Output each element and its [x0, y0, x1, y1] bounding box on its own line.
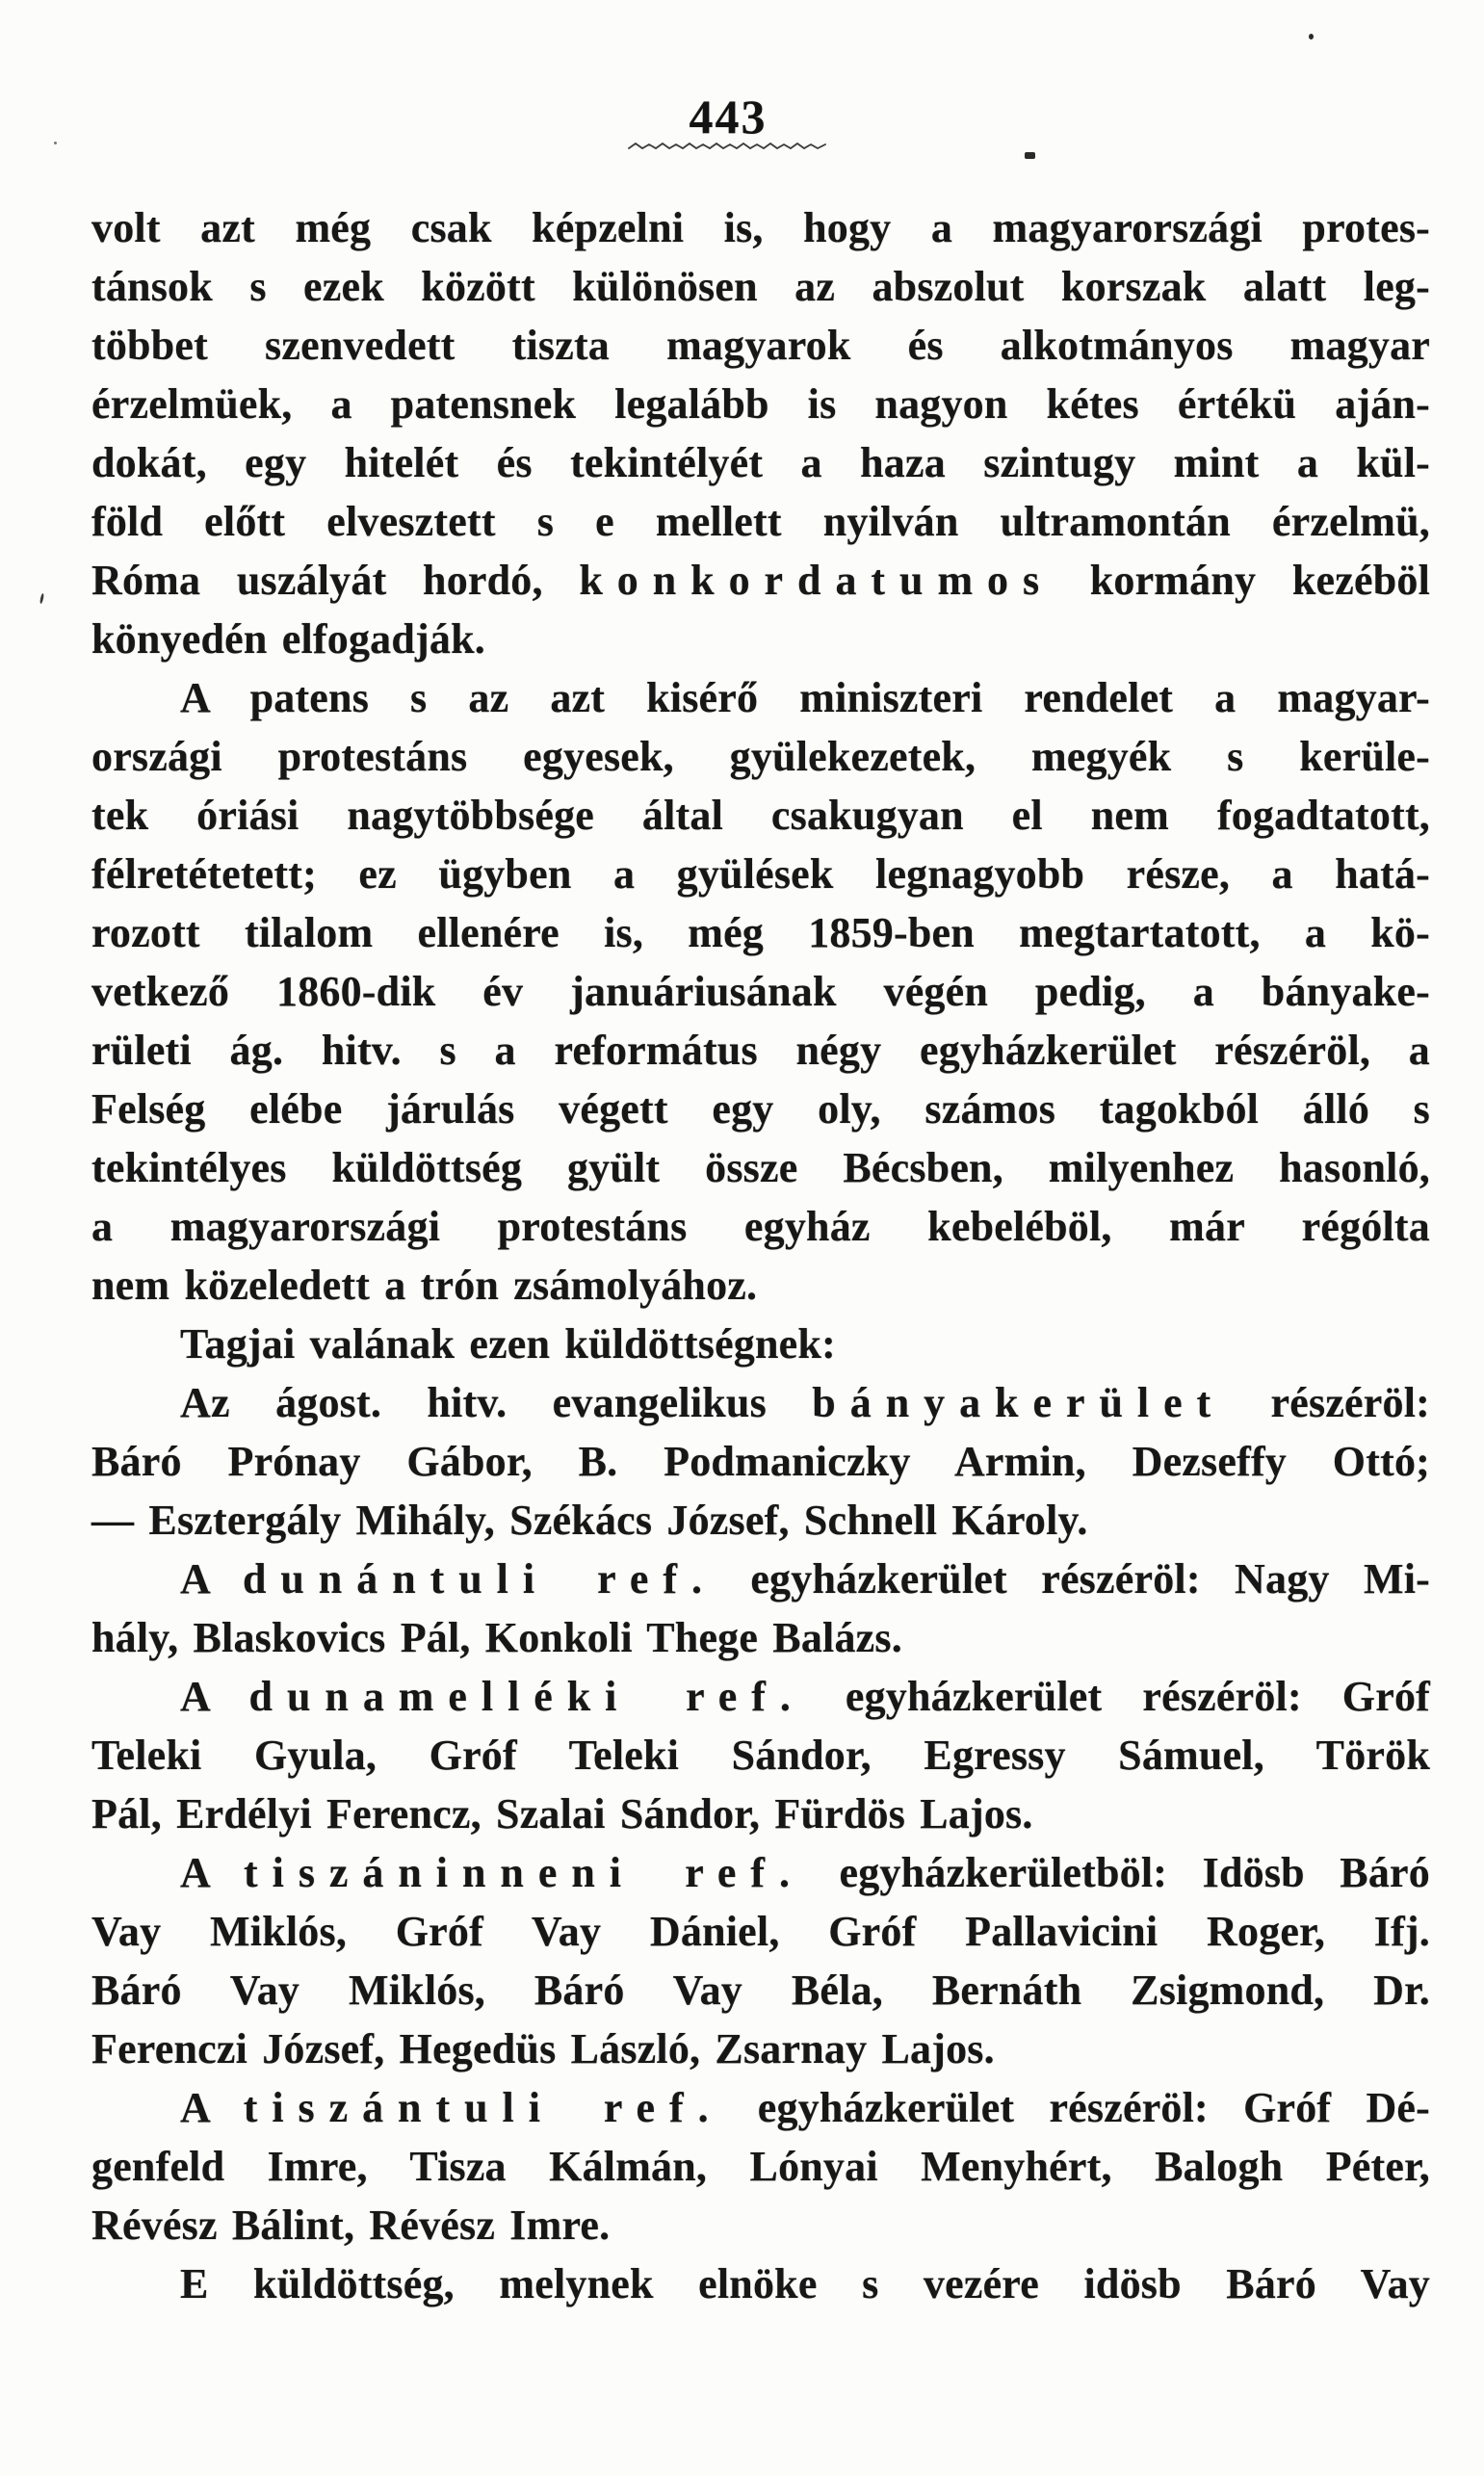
text-segment: a magyarországi protestáns egyház kebeléböl, már régólta: [91, 1203, 1430, 1250]
text-segment: országi protestáns egyesek, gyülekezetek, megyék s kerüle-: [91, 733, 1430, 780]
text-line: [91, 668, 1430, 727]
text-segment: tek óriási nagytöbbsége által csakugyan el nem fogadtatott,: [91, 792, 1430, 839]
page-number-underline-squiggle: [627, 141, 829, 152]
text-line: [91, 1843, 1430, 1902]
text-line: [91, 1197, 1430, 1256]
text-segment: A patens s az azt kisérő miniszteri rendelet a magyar-: [180, 674, 1430, 721]
text-segment: Róma uszályát hordó,: [91, 557, 580, 604]
text-segment: hály, Blaskovics Pál, Konkoli Thege Balázs.: [91, 1614, 902, 1661]
letterspaced-emphasis-segment: dunamelléki ref.: [248, 1673, 805, 1720]
text-line: [91, 433, 1430, 492]
text-segment: Pál, Erdélyi Ferencz, Szalai Sándor, Fürdös Lajos.: [91, 1790, 1033, 1837]
ink-speck: [1309, 34, 1314, 39]
text-segment: részéröl:: [1225, 1379, 1430, 1426]
text-line: [91, 727, 1430, 786]
text-line: [91, 962, 1430, 1021]
letterspaced-emphasis-segment: bányakerület: [812, 1379, 1226, 1426]
text-segment: Tagjai valának ezen küldöttségnek:: [180, 1320, 836, 1368]
text-line: [91, 551, 1430, 610]
text-segment: föld előtt elvesztett s e mellett nyilván ultramontán érzelmü,: [91, 498, 1430, 545]
letterspaced-emphasis-segment: tiszáninneni ref.: [244, 1849, 804, 1896]
text-segment: vetkező 1860-dik év januáriusának végén pedig, a bányake-: [91, 968, 1430, 1015]
text-segment: A: [180, 2084, 244, 2131]
text-line: [91, 375, 1430, 433]
text-line: [91, 198, 1430, 257]
text-segment: egyházkerület részéröl: Nagy Mi-: [716, 1555, 1431, 1603]
text-segment: kormány kezéböl: [1054, 557, 1430, 604]
text-segment: Ferenczi József, Hegedüs László, Zsarnay Lajos.: [91, 2025, 995, 2072]
text-line: [91, 786, 1430, 845]
text-segment: Báró Prónay Gábor, B. Podmaniczky Armin, Dezseffy Ottó;: [91, 1438, 1430, 1485]
text-segment: egyházkerület részéröl: Gróf: [804, 1673, 1430, 1720]
text-line: [91, 1138, 1430, 1197]
text-line: [91, 1667, 1430, 1726]
ink-speck: [39, 593, 44, 604]
text-segment: Teleki Gyula, Gróf Teleki Sándor, Egressy Sámuel, Török: [91, 1732, 1430, 1779]
text-segment: egyházkerületböl: Idösb Báró: [803, 1849, 1430, 1896]
text-segment: tánsok s ezek között különösen az abszolut korszak alatt leg-: [91, 263, 1430, 310]
text-line: [91, 1550, 1430, 1608]
text-segment: Felség elébe járulás végett egy oly, számos tagokból álló s: [91, 1085, 1430, 1133]
text-segment: tekintélyes küldöttség gyült össze Bécsben, milyenhez hasonló,: [91, 1144, 1430, 1191]
text-segment: dokát, egy hitelét és tekintélyét a haza szintugy mint a kül-: [91, 439, 1430, 486]
text-segment: — Esztergály Mihály, Székács József, Schnell Károly.: [91, 1497, 1088, 1544]
text-segment: genfeld Imre, Tisza Kálmán, Lónyai Menyhért, Balogh Péter,: [91, 2143, 1430, 2190]
ink-speck: [1025, 152, 1035, 159]
text-segment: Az ágost. hitv. evangelikus: [180, 1379, 813, 1426]
text-line: [91, 1491, 1430, 1550]
text-line: [91, 2020, 1430, 2078]
text-segment: volt azt még csak képzelni is, hogy a magyarországi protes-: [91, 204, 1430, 251]
text-segment: A: [180, 1849, 245, 1896]
text-segment: Vay Miklós, Gróf Vay Dániel, Gróf Pallavicini Roger, Ifj.: [91, 1908, 1430, 1955]
text-segment: A: [180, 1673, 249, 1720]
text-segment: Báró Vay Miklós, Báró Vay Béla, Bernáth Zsigmond, Dr.: [91, 1967, 1430, 2014]
text-line: [91, 1961, 1430, 2020]
text-line: [91, 1080, 1430, 1138]
text-segment: többet szenvedett tiszta magyarok és alkotmányos magyar: [91, 322, 1430, 369]
body-text: [91, 198, 1430, 2313]
text-segment: rozott tilalom ellenére is, még 1859-ben megtartatott, a kö-: [91, 909, 1430, 956]
text-segment: könyedén elfogadják.: [91, 615, 485, 663]
text-segment: Révész Bálint, Révész Imre.: [91, 2202, 611, 2249]
text-line: [91, 2254, 1430, 2313]
letterspaced-emphasis-segment: dunántuli ref.: [242, 1555, 716, 1603]
text-line: [91, 610, 1430, 668]
ink-speck: [54, 142, 57, 144]
text-segment: E küldöttség, melynek elnöke s vezére idösb Báró Vay: [180, 2260, 1430, 2307]
text-segment: félretétetett; ez ügyben a gyülések legnagyobb része, a hatá-: [91, 850, 1430, 898]
text-segment: egyházkerület részéröl: Gróf Dé-: [722, 2084, 1430, 2131]
letterspaced-emphasis-segment: tiszántuli ref.: [243, 2084, 723, 2131]
text-line: [91, 492, 1430, 551]
text-segment: nem közeledett a trón zsámolyához.: [91, 1262, 758, 1309]
text-segment: érzelmüek, a patensnek legalább is nagyon kétes értékü aján-: [91, 380, 1430, 428]
text-segment: A: [180, 1555, 243, 1603]
text-line: [91, 316, 1430, 375]
letterspaced-emphasis-segment: konkordatumos: [579, 557, 1054, 604]
text-line: [91, 1785, 1430, 1843]
text-line: [91, 1315, 1430, 1373]
text-line: [91, 2078, 1430, 2137]
text-line: [91, 1432, 1430, 1491]
text-line: [91, 2137, 1430, 2196]
text-line: [91, 2196, 1430, 2254]
text-line: [91, 1726, 1430, 1785]
text-line: [91, 845, 1430, 903]
text-segment: rületi ág. hitv. s a református négy egyházkerület részéröl, a: [91, 1027, 1430, 1074]
text-line: [91, 1608, 1430, 1667]
text-line: [91, 1256, 1430, 1315]
text-line: [91, 1902, 1430, 1961]
text-line: [91, 257, 1430, 316]
page-number: 443: [689, 90, 768, 143]
text-line: [91, 1021, 1430, 1080]
text-line: [91, 903, 1430, 962]
text-line: [91, 1373, 1430, 1432]
